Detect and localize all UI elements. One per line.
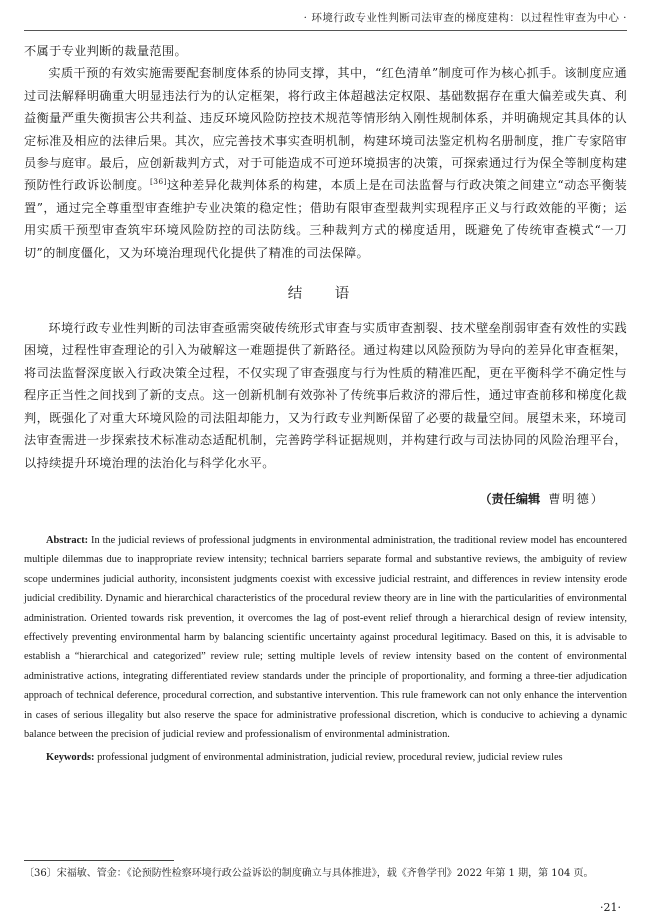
editor-label: （责任编辑 — [479, 491, 541, 506]
body-paragraph-2-text: 实质干预的有效实施需要配套制度体系的协同支撑，其中，“红色清单”制度可作为核心抓手。该制度应通过司法解释明确重大明显违法行为的认定框架，将行政主体超越法定权限、基础数据存在重大偏差或失真、利益衡量严重失衡损害公共利益、违反环境风险防控技术规范等情形纳入刚性规制体系，并明确规定其具体的认定标准及相应的法律后果。其次，应完善技术事实查明机制，构建环境司法鉴定机构名册制度，推广专家陪审员参与庭审。最后，应创新裁判方式，对于可能造成不可逆环境损害的决策，可探索通过行为保全等制度构建预防性行政诉讼制度。 — [24, 66, 627, 193]
english-abstract-block — [24, 531, 627, 768]
keywords-text: professional judgment of environmental administration, judicial review, procedural review, judicial review rules — [97, 752, 563, 764]
footnote: 〔36〕宋福敏、管金：《论预防性检察环境行政公益诉讼的制度确立与具体推进》，载《齐鲁学刊》2022 年第 1 期，第 104 页。 — [24, 868, 594, 879]
abstract-label: Abstract: — [46, 534, 89, 546]
abstract-text: In the judicial reviews of professional judgments in environmental administration, the traditional review model has encountered multiple dilemmas due to inappropriate review intensity; technical barriers separate formal and substantive reviews, the ambiguity of review scope undermines judicial authority, inconsistent judgments coexist with excessive judicial restraint, and differences in review intensity erode judicial credibility. Dynamic and hierarchical characteristics of the procedural review theory are in line with the particularities of environmental administration. Oriented towards risk prevention, it overcomes the lag of post-event relief through a hierarchical design of review intensity, effectively preventing environmental harm by balancing scientific uncertainty against procedural legitimacy. Based on this, it is advisable to establish a “hierarchical and categorized” review rule; setting multiple levels of review intensity based on the content of environmental administrative actions, integrating differentiated review standards under the principle of proportionality, and forming a three-tier adjudication approach of technical deference, procedural correction, and substantive intervention. This rule framework can not only enhance the intervention in cases of serious illegality but also reserve the space for administrative professional discretion, which is conducive to achieving a dynamic balance between the precision of judicial review and professionalism of environmental administration. — [24, 534, 627, 740]
responsible-editor — [24, 490, 627, 507]
footnote-rule — [24, 860, 174, 861]
editor-name: 曹明德） — [548, 491, 605, 506]
header-rule — [24, 30, 627, 31]
citation-marker[interactable]: [36] — [150, 177, 167, 187]
keywords-paragraph — [24, 748, 627, 767]
page-number: ·21· — [600, 901, 621, 914]
body-paragraph-2-continued: 这种差异化裁判体系的构建，本质上是在司法监督与行政决策之间建立“动态平衡装置”，通过完全尊重型审查维护专业决策的稳定性；借助有限审查型裁判实现程序正义与行政效能的平衡；运用实质干预型审查筑牢环境风险防控的司法防线。三种裁判方式的梯度适用，既避免了传统审查模式“一刀切”的制度僵化，又为环境治理现代化提供了精准的司法保障。 — [24, 178, 628, 260]
body-paragraph-1: 不属于专业判断的裁量范围。 — [24, 44, 187, 58]
abstract-paragraph — [24, 531, 627, 744]
body-paragraph-2 — [24, 62, 627, 264]
conclusion-title: 结 语 — [287, 286, 364, 303]
conclusion-paragraph: 环境行政专业性判断的司法审查亟需突破传统形式审查与实质审查割裂、技术壁垒削弱审查有效性的实践困境，过程性审查理论的引入为破解这一难题提供了新路径。通过构建以风险预防为导向的差异化审查框架，将司法监督深度嵌入行政决策全过程，不仅实现了审查强度与行为性质的精准匹配，更在平衡科学不确定性与程序正当性之间找到了新的支点。这一创新机制有效弥补了传统事后救济的滞后性，通过审查前移和梯度化裁判，既强化了对重大环境风险的司法阻却能力，又为行政专业判断保留了必要的裁量空间。展望未来，环境司法审查需进一步探索技术标准动态适配机制，完善跨学科证据规则，并构建行政与司法协同的风险治理平台，以持续提升环境治理的法治化与科学化水平。 — [24, 321, 627, 470]
keywords-label: Keywords: — [46, 752, 95, 764]
running-header: · 环境行政专业性判断司法审查的梯度建构：以过程性审查为中心 · — [303, 12, 627, 24]
page-content — [24, 40, 627, 768]
